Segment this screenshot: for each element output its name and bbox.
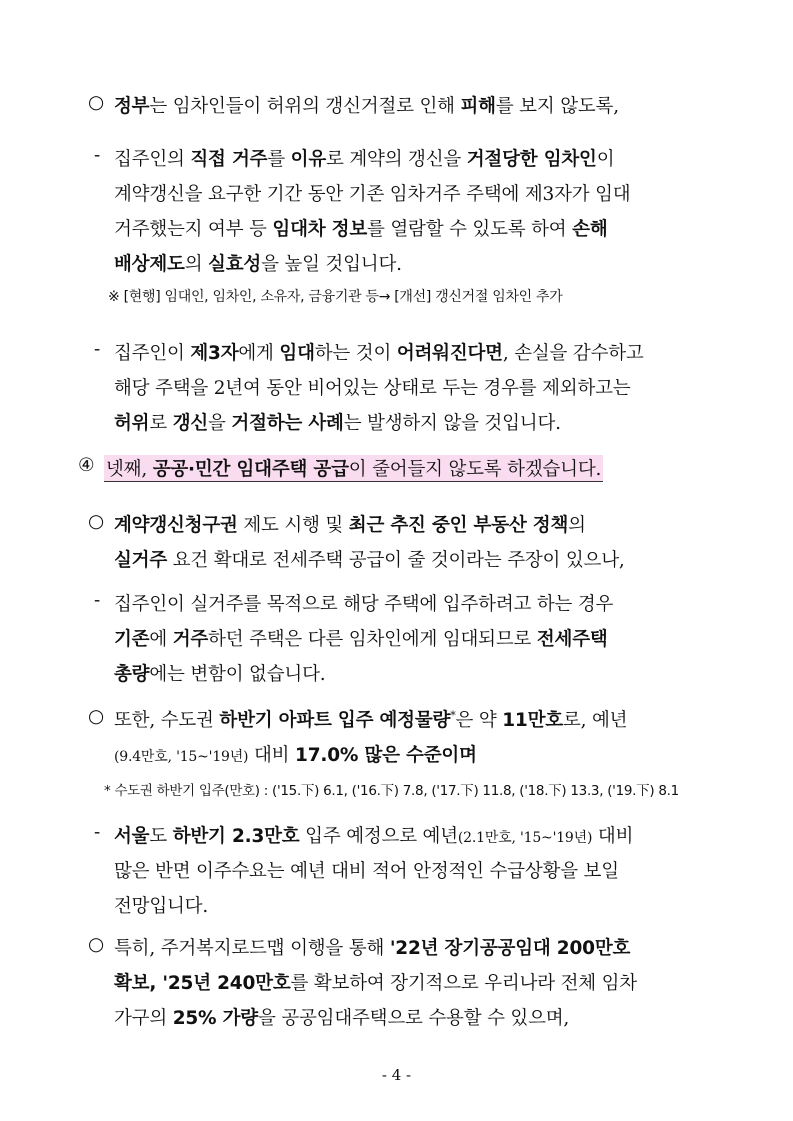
circled-number: ④ [78, 455, 95, 476]
dash-bullet: - [94, 339, 101, 360]
page-number: - 4 - [381, 1066, 412, 1084]
footnote-current-improvement: ※ [현행] 임대인, 임차인, 소유자, 금융기관 등→ [개선] 갱신거절 임차인 추가 [108, 289, 563, 305]
dash-bullet: - [94, 822, 101, 843]
circle-bullet: ○ [88, 934, 104, 955]
dash-bullet: - [94, 145, 101, 166]
footnote-metro-supply: * 수도권 하반기 입주(만호) : ('15.下) 6.1, ('16.下) 7.8, ('17.下) 11.8, ('18.下) 13.3, ('19.下) 8.1 [104, 783, 679, 799]
footnote-marker: * [450, 708, 456, 722]
highlighted-heading: 넷째, 공공·민간 임대주택 공급이 줄어들지 않도록 하겠습니다. [104, 455, 603, 482]
bold-text: 피해 [460, 96, 496, 117]
circle-bullet: ○ [88, 92, 104, 113]
circle-bullet: ○ [88, 706, 104, 727]
circle-bullet: ○ [88, 511, 104, 532]
document-page: ○ 정부는 임차인들이 허위의 갱신거절로 인해 피해를 보지 않도록, - 집주인의 직접 거주를 이유로 계약의 갱신을 거절당한 임차인이 계약갱신을 요구한 기간 동안 기존 임차거주 주택에 제3자가 임대 거주했는지 여부 등 임대차 정보를 열람할 수 있도록 하여 손해 배상제도의 실효성을 높일 것입니다. ※ [현행] 임대인, 임차인, 소유자, 금융기관 등→ [개선] 갱신거절 임차인 추가 - 집주인이 제3자에게 임대하는 것이 어려워진다면, 손실을 감수하고 해당 주택을 2년여 동안 비어있는 상태로 두는 경우를 제외하고는 허위로 갱신을 거절하는 사례는 발생하지 않을 것입니다. ④ 넷째, 공공·민간 임대주택 공급이 줄어들지 않도록 하겠습니다. ○ 계약갱신청구권 제도 시행 및 최근 추진 중인 부동산 정책의 실거주 요건 확대로 전세주택 공급이 줄 것이라는 주장이 있으나, - 집주인이 실거주를 목적으로 해당 주택에 입주하려고 하는 경우 기존에 거주하던 주택은 다른 임차인에게 임대되므로 전세주택 총량에는 변함이 없습니다. ○ 또한, 수도권 하반기 아파트 입주 예정물량*은 약 11만호로, 예년 (9.4만호, '15~'19년) 대비 17.0% 많은 수준이며 * 수도권 하반기 입주(만호) : ('15.下) 6.1, ('16.下) 7.8, ('17.下) 11.8, ('18.下) 13.3, ('19.下) 8.1 - 서울도 하반기 2.3만호 입주 예정으로 예년(2.1만호, '15~'19년) 대비 많은 반면 이주수요는 예년 대비 적어 안정적인 수급상황을 보일 전망입니다. ○ 특히, 주거복지로드맵 이행을 통해 '22년 장기공공임대 200만호 확보, '25년 240만호를 확보하여 장기적으로 우리나라 전체 임차 가구의 25% 가량을 공공임대주택으로 수용할 수 있으며, - 4 - [0, 0, 793, 1121]
bold-text: 정부 [114, 96, 150, 117]
dash-bullet: - [94, 590, 101, 611]
